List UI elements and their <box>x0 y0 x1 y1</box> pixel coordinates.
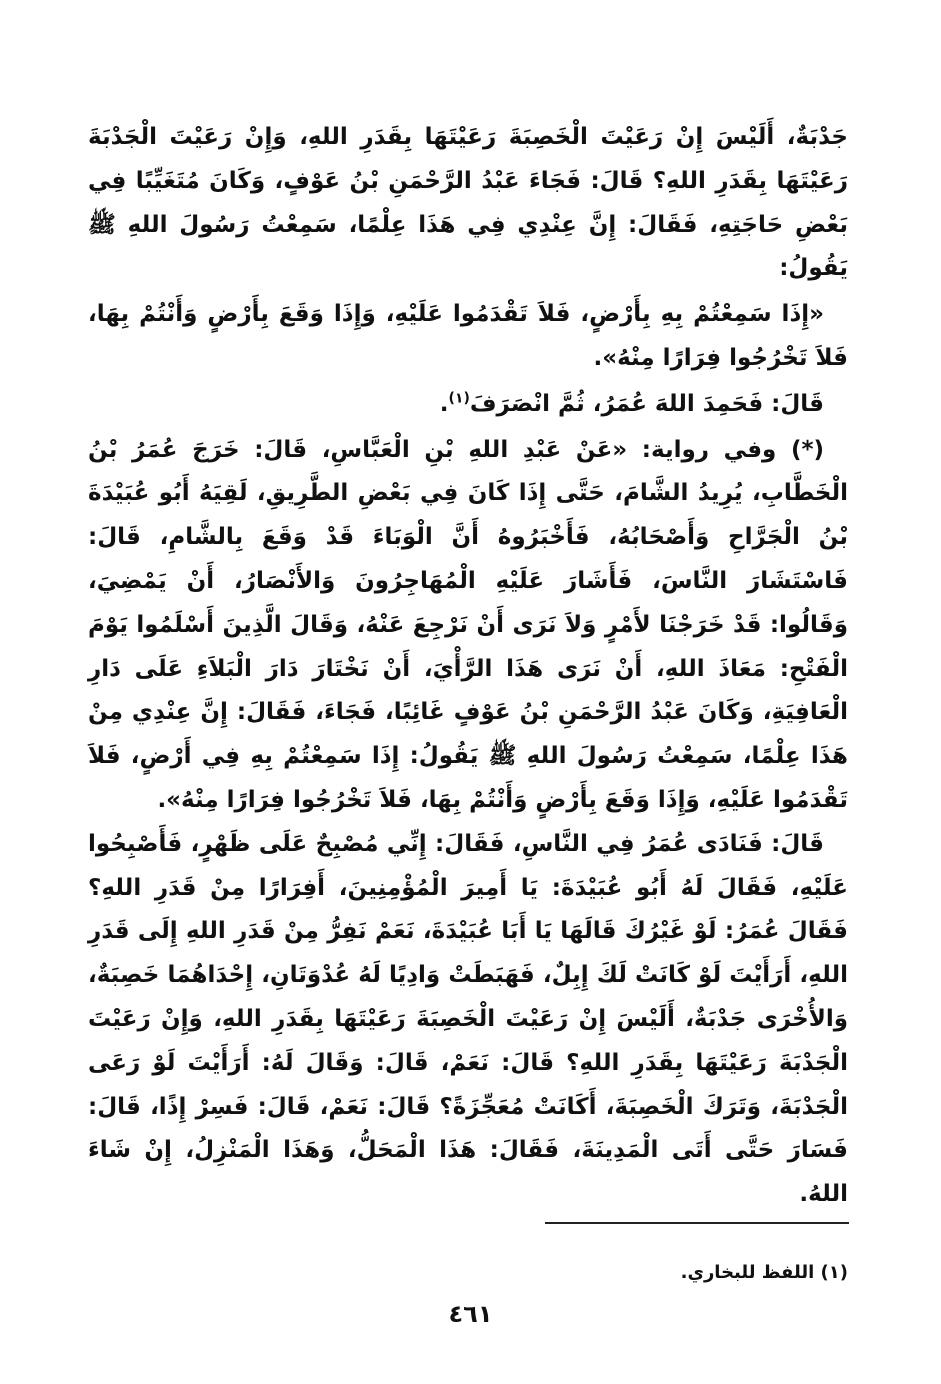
main-text <box>88 116 848 1217</box>
footnote-reference[interactable]: (١) <box>448 390 470 407</box>
paragraph-2-hadith-quote: «إِذَا سَمِعْتُمْ بِهِ بِأَرْضٍ، فَلاَ تَقْدَمُوا عَلَيْهِ، وَإِذَا وَقَعَ بِأَرْضٍ وَأَنْتُمْ بِهَا، فَلاَ تَخْرُجُوا فِرَارًا مِنْهُ». <box>88 301 848 371</box>
paragraph-3-end: . <box>439 390 449 417</box>
page-number: ٤٦١ <box>448 1300 493 1328</box>
footnote-divider <box>545 1222 849 1224</box>
paragraph-1: جَدْبَةٌ، أَلَيْسَ إِنْ رَعَيْتَ الْخَصِبَةَ رَعَيْتَهَا بِقَدَرِ اللهِ، وَإِنْ رَعَيْتَ الْجَدْبَةَ رَعَيْتَهَا بِقَدَرِ اللهِ؟ قَالَ: فَجَاءَ عَبْدُ الرَّحْمَنِ بْنُ عَوْفٍ، وَكَانَ مُتَغَيِّبًا فِي بَعْضِ حَاجَتِهِ، فَقَالَ: إِنَّ عِنْدِي فِي هَذَا عِلْمًا، سَمِعْتُ رَسُولَ اللهِ ﷺ يَقُولُ: <box>88 124 848 282</box>
paragraph-3 <box>88 383 848 427</box>
paragraph-5: قَالَ: فَنَادَى عُمَرُ فِي النَّاسِ، فَقَالَ: إِنِّي مُصْبِحٌ عَلَى ظَهْرٍ، فَأَصْبِحُوا عَلَيْهِ، فَقَالَ لَهُ أَبُو عُبَيْدَةَ: يَا أَمِيرَ الْمُؤْمِنِينَ، أَفِرَارًا مِنْ قَدَرِ اللهِ؟ فَقَالَ عُمَرُ: لَوْ غَيْرُكَ قَالَهَا يَا أَبَا عُبَيْدَةَ، نَعَمْ نَفِرُّ مِنْ قَدَرِ اللهِ إِلَى قَدَرِ اللهِ، أَرَأَيْتَ لَوْ كَانَتْ لَكَ إِبِلٌ، فَهَبَطَتْ وَادِيًا لَهُ عُدْوَتَانِ، إِحْدَاهُمَا خَصِبَةٌ، وَالأُخْرَى جَدْبَةٌ، أَلَيْسَ إِنْ رَعَيْتَ الْخَصِبَةَ رَعَيْتَهَا بِقَدَرِ اللهِ، وَإِنْ رَعَيْتَ الْجَدْبَةَ رَعَيْتَهَا بِقَدَرِ اللهِ؟ قَالَ: نَعَمْ، قَالَ: وَقَالَ لَهُ: أَرَأَيْتَ لَوْ رَعَى الْجَدْبَةَ، وَتَرَكَ الْخَصِبَةَ، أَكَانَتْ مُعَجِّزَةً؟ قَالَ: نَعَمْ، قَالَ: فَسِرْ إِذًا، قَالَ: فَسَارَ حَتَّى أَتَى الْمَدِينَةَ، فَقَالَ: هَذَا الْمَحَلُّ، وَهَذَا الْمَنْزِلُ، إِنْ شَاءَ اللهُ. <box>88 830 848 1208</box>
footnote: (١) اللفظ للبخاري. <box>680 1262 848 1283</box>
paragraph-4-variant-narration: (*) وفي رواية: «عَنْ عَبْدِ اللهِ بْنِ الْعَبَّاسِ، قَالَ: خَرَجَ عُمَرُ بْنُ الْخَطَّابِ، يُرِيدُ الشَّامَ، حَتَّى إِذَا كَانَ فِي بَعْضِ الطَّرِيقِ، لَقِيَهُ أَبُو عُبَيْدَةَ بْنُ الْجَرَّاحِ وَأَصْحَابُهُ، فَأَخْبَرُوهُ أَنَّ الْوَبَاءَ قَدْ وَقَعَ بِالشَّامِ، قَالَ: فَاسْتَشَارَ النَّاسَ، فَأَشَارَ عَلَيْهِ الْمُهَاجِرُونَ وَالأَنْصَارُ، أَنْ يَمْضِيَ، وَقَالُوا: قَدْ خَرَجْنَا لأَمْرٍ وَلاَ نَرَى أَنْ نَرْجِعَ عَنْهُ، وَقَالَ الَّذِينَ أَسْلَمُوا يَوْمَ الْفَتْحِ: مَعَاذَ اللهِ، أَنْ نَرَى هَذَا الرَّأْيَ، أَنْ نَخْتَارَ دَارَ الْبَلاَءِ عَلَى دَارِ الْعَافِيَةِ، وَكَانَ عَبْدُ الرَّحْمَنِ بْنُ عَوْفٍ غَائِبًا، فَجَاءَ، فَقَالَ: إِنَّ عِنْدِي مِنْ هَذَا عِلْمًا، سَمِعْتُ رَسُولَ اللهِ ﷺ يَقُولُ: إِذَا سَمِعْتُمْ بِهِ فِي أَرْضٍ، فَلاَ تَقْدَمُوا عَلَيْهِ، وَإِذَا وَقَعَ بِأَرْضٍ وَأَنْتُمْ بِهَا، فَلاَ تَخْرُجُوا فِرَارًا مِنْهُ». <box>88 436 848 813</box>
paragraph-3-text: قَالَ: فَحَمِدَ اللهَ عُمَرُ، ثُمَّ انْصَرَفَ <box>469 390 824 417</box>
